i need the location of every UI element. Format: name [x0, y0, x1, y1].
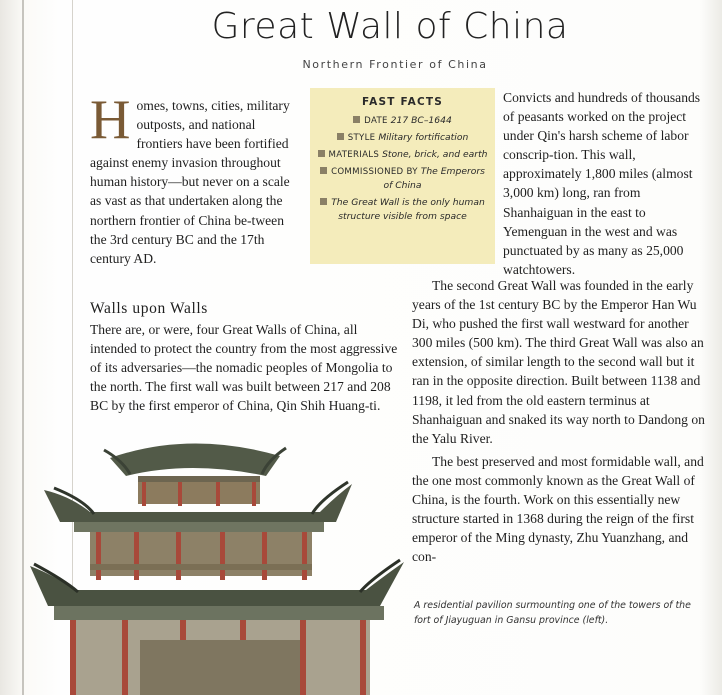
square-bullet-icon — [320, 198, 327, 205]
lower-roof — [30, 560, 404, 695]
fact-visible: The Great Wall is the only human structure visible from space — [316, 196, 489, 224]
fact-style: STYLE Military fortification — [316, 131, 489, 145]
page-subtitle: Northern Frontier of China — [302, 58, 488, 71]
intro-paragraph — [90, 89, 300, 268]
page-title: Great Wall of China — [211, 6, 569, 47]
fact-materials: MATERIALS Stone, brick, and earth — [316, 148, 489, 162]
square-bullet-icon — [318, 150, 325, 157]
pavilion-image — [30, 430, 410, 695]
square-bullet-icon — [353, 116, 360, 123]
fast-facts-title: FAST FACTS — [362, 96, 443, 108]
fact-date: DATE 217 BC–1644 — [316, 114, 489, 128]
fact-commissioned: COMMISSIONED BY The Emperors of China — [316, 165, 489, 193]
square-bullet-icon — [337, 133, 344, 140]
section-heading: Walls upon Walls — [90, 300, 208, 317]
intro-text: omes, towns, cities, military outposts, and national frontiers have been fortified against enemy invasion throughout human history—but never on a scale as vast as that undertaken along the northern frontier of China be-tween the 3rd century BC and the 17th century AD. — [90, 98, 290, 266]
photo-caption: A residential pavilion surmounting one of the towers of the fort of Jiayuguan in Gansu province (left). — [414, 600, 691, 626]
square-bullet-icon — [320, 167, 327, 174]
section-body: There are, or were, four Great Walls of China, all intended to protect the country from the most aggressive of its adversaries—the nomadic peoples of Mongolia to the north. The first wall was built between 217 and 208 BC by the first emperor of China, Qin Shih Huang-ti. — [90, 322, 398, 414]
column-right-top: Convicts and hundreds of thousands of peasants worked on the project under Qin's harsh scheme of labor conscrip-tion. This wall, approximately 1,800 miles (almost 3,000 km) long, ran from Shanhaiguan in the east to Yemenguan in the west and was punctuated by as many as 25,000 watchtowers. — [503, 90, 701, 277]
drop-cap: H — [90, 89, 131, 151]
page-spine — [22, 0, 24, 695]
paragraph-second-wall: The second Great Wall was founded in the early years of the 1st century BC by the Emperor Han Wu Di, who pushed the first wall westward for another 300 miles (500 km). The third Great Wall was also an extension, of similar length to the second wall but it ran in the opposite direction. Built between 1138 and 1198, it led from the old eastern terminus at Shanhaiguan and snaked its way north to Dandong on the Yalu River. — [412, 278, 705, 446]
top-roof — [104, 443, 286, 506]
column-right-bottom — [412, 276, 710, 566]
fast-facts-box — [310, 88, 495, 264]
paragraph-fourth-wall: The best preserved and most formidable wall, and the one most commonly known as the Great Wall of China, is the fourth. Work on this essentially new structure started in 1368 during the reign of the first emperor of the Ming dynasty, Zhu Yuanzhang, and con- — [412, 453, 704, 565]
